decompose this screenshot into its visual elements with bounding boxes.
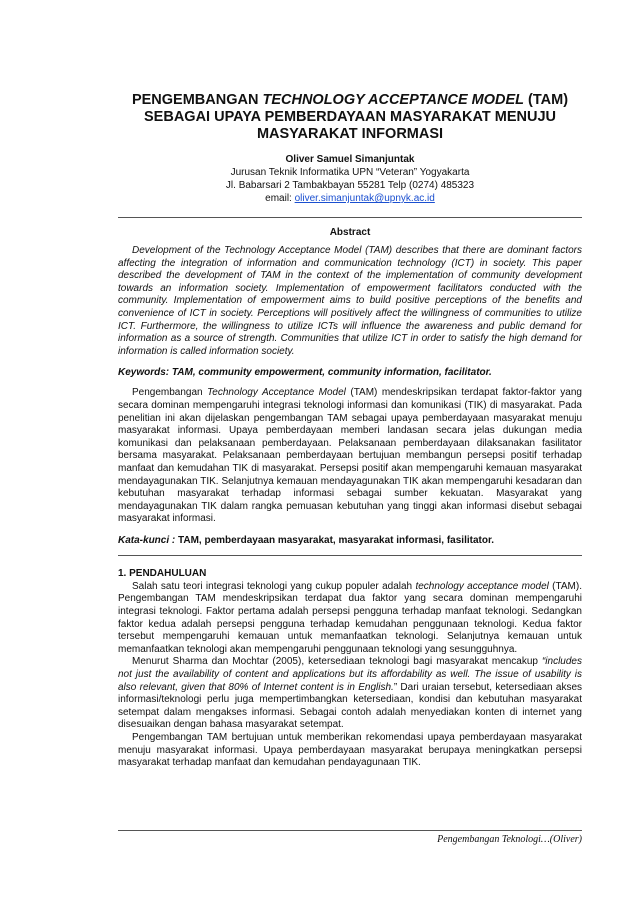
abstrak-text: Pengembangan Technology Acceptance Model (TAM) mendeskripsikan terdapat faktor-faktor yang secara dominan mempengaruhi integrasi teknologi informasi dan komunikasi (TIK) di masyarakat. Pada penelitian ini akan dijelaskan pengembangan TAM sebagai upaya pemberdayaan masyarakat menuju masyarakat informasi. Upaya pemberdayaan memberi landasan secara jelas dukungan media komunikasi dan pelaksanaan pemberdayaan. Pelaksanaan pemberdayaan dilaksanakan fasilitator bersama masyarakat. Pelaksanaan pemberdayaan bertujuan membangun persepsi positif terhadap manfaat dan kemudahan TIK di masyarakat. Persepsi positif akan mempengaruhi kemauan masyarakat mendayagunakan TIK. Selanjutnya kemauan mendayagunakan TIK akan mempengaruhi kesadaran dan kebutuhan masyarakat terhadap informasi sebagai sumber kekuatan. Masyarakat yang mendayagunakan TIK dalam rangka pemuasan kebutuhan yang tinggi akan informasi disebut sebagai masyarakat informasi. — [118, 387, 582, 525]
running-title: Pengembangan Teknologi…(Oliver) — [437, 834, 582, 845]
page-footer — [118, 830, 582, 845]
abstract-top-rule — [118, 217, 582, 218]
title-italic-term: TECHNOLOGY ACCEPTANCE MODEL — [262, 92, 525, 108]
section-heading-pendahuluan: 1. PENDAHULUAN — [118, 567, 207, 579]
paper-page — [118, 92, 582, 770]
author-affiliation: Jurusan Teknik Informatika UPN “Veteran” Yogyakarta — [230, 167, 470, 178]
author-email-line: email: oliver.simanjuntak@upnyk.ac.id — [265, 193, 435, 204]
abstract-bottom-rule — [118, 555, 582, 556]
paper-title: PENGEMBANGAN TECHNOLOGY ACCEPTANCE MODEL (TAM) SEBAGAI UPAYA PEMBERDAYAAN MASYARAKAT MENUJU MASYARAKAT INFORMASI — [131, 92, 569, 142]
section1-paragraph-2: Menurut Sharma dan Mochtar (2005), ketersediaan teknologi bagi masyarakat mencakup “includes not just the availability of content and applications but its affordability as well. The issue of usability is also relevant, given that 80% of Internet content is in English.” Dari uraian tersebut, ketersediaan akses informasi/teknologi perlu juga mempertimbangkan ketersediaan, kondisi dan kebutuhan masyarakat setempat dalam mengakses informasi. Sebagai contoh adalah menyediakan konten di internet yang disesuaikan dengan bahasa masyarakat setempat. — [118, 656, 583, 731]
abstract-keywords: Keywords: TAM, community empowerment, community information, facilitator. — [118, 367, 492, 379]
footer-rule — [118, 830, 582, 831]
author-block — [118, 153, 582, 205]
abstract-text: Development of the Technology Acceptance Model (TAM) describes that there are dominant factors affecting the integration of information and communication technology (ICT) in society. This paper described the development of TAM in the context of the implementation of community development towards an information society. Implementation of empowerment facilitators conducted with the community. Implementation of empowerment aims to build positive perceptions of the benefits and convenience of ICT in society. Perceptions will positively affect the willingness of communities to utilize ICT. Furthermore, the willingness to utilize ICTs will influence the awareness and public demand for information as a source of strength. Communities that utilize ICT in order to satisfy the high demand for information is called information society. — [118, 245, 582, 357]
author-name: Oliver Samuel Simanjuntak — [285, 154, 415, 165]
author-address: Jl. Babarsari 2 Tambakbayan 55281 Telp (0274) 485323 — [225, 180, 475, 191]
section1-paragraph-1: Salah satu teori integrasi teknologi yang cukup populer adalah technology acceptance model (TAM). Pengembangan TAM mendeskripsikan terdapat dua faktor yang secara dominan mempengaruhi integrasi teknologi. Faktor pertama adalah persepsi pengguna terhadap manfaat teknologi. Sedangkan faktor kedua adalah persepsi pengguna terhadap kemudahan penggunaan teknologi. Kedua faktor tersebut mempengaruhi kemauan untuk memanfaatkan teknologi. Selanjutnya kemauan untuk memanfaatkan teknologi akan mempengaruhi penggunaan teknologi yang sesungguhnya. — [118, 580, 582, 655]
abstract-heading: Abstract — [329, 227, 371, 238]
author-email-link[interactable]: oliver.simanjuntak@upnyk.ac.id — [294, 193, 435, 204]
abstrak-keywords: Kata-kunci : TAM, pemberdayaan masyarakat, masyarakat informasi, fasilitator. — [118, 534, 495, 546]
section1-paragraph-3: Pengembangan TAM bertujuan untuk memberikan rekomendasi upaya pemberdayaan masyarakat menuju masyarakat informasi. Upaya pemberdayaan masyarakat berupaya meningkatkan persepsi masyarakat terhadap manfaat dan kemudahan pendayagunaan TIK. — [118, 732, 582, 769]
